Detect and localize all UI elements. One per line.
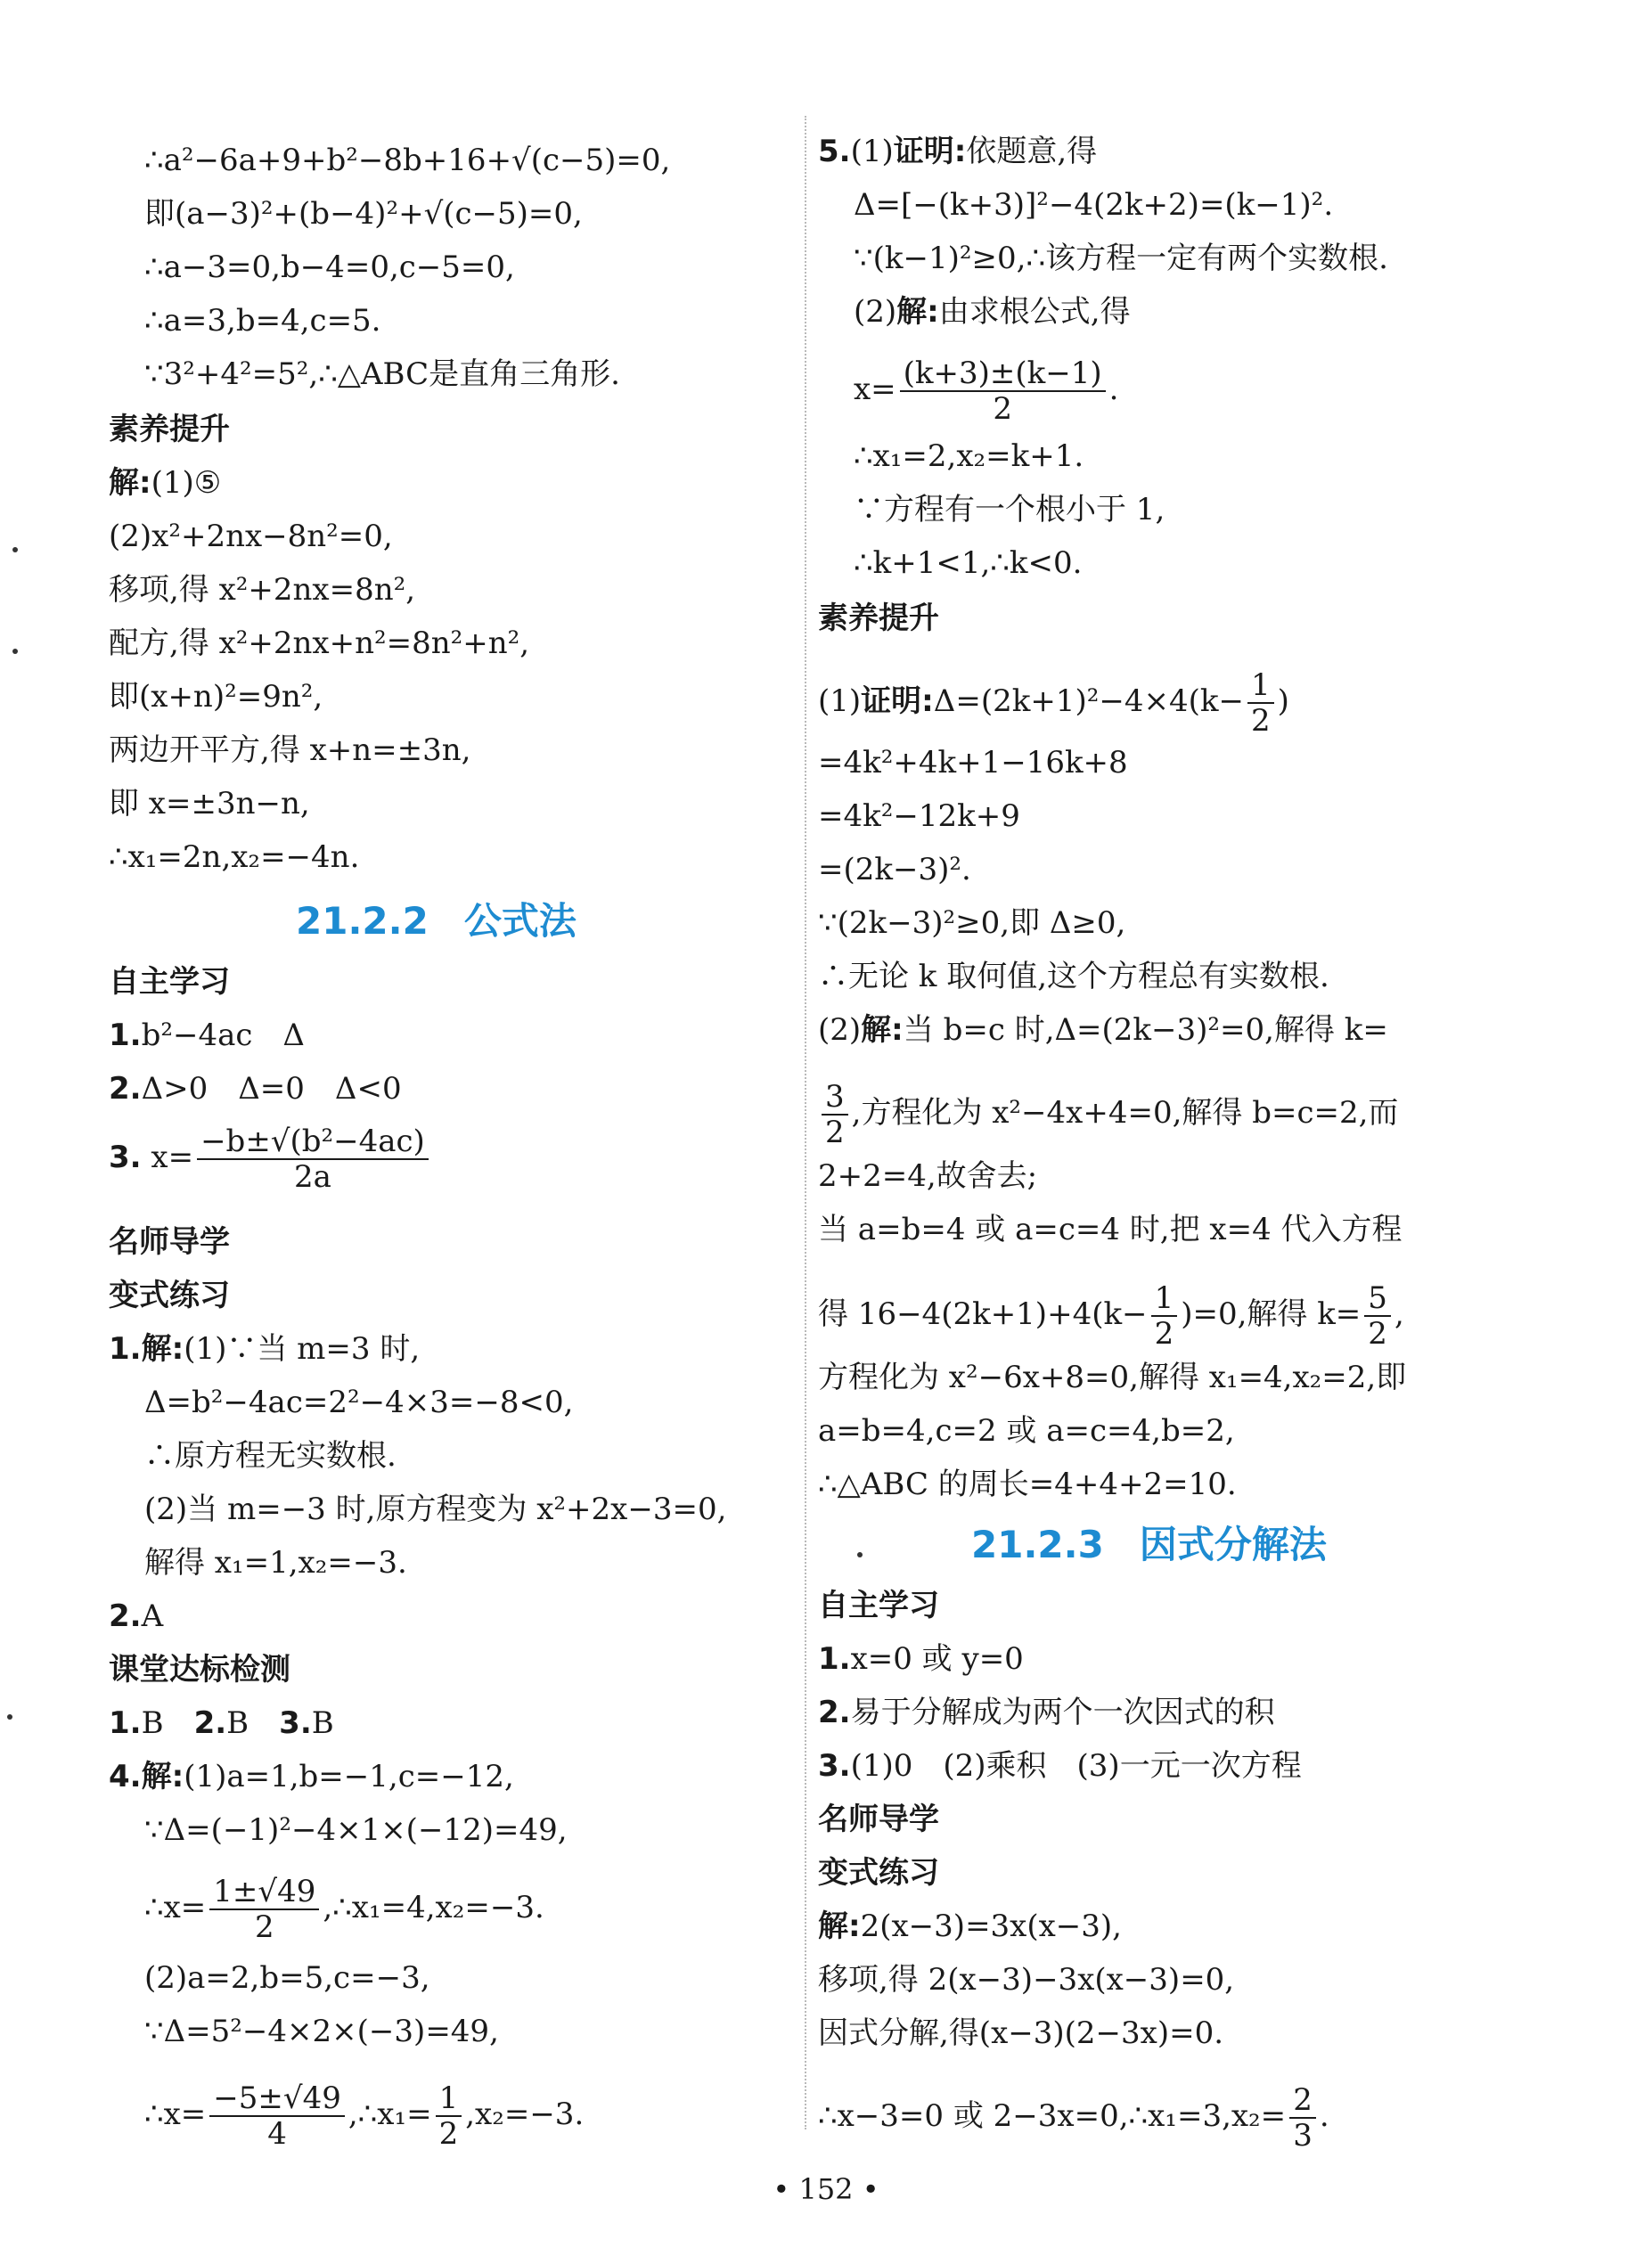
text-line: ∴a−3=0,b−4=0,c−5=0, bbox=[144, 249, 515, 285]
section-number: 21.2.3 bbox=[971, 1523, 1104, 1566]
text: 由求根公式,得 bbox=[938, 294, 1131, 330]
numerator: 1 bbox=[1247, 668, 1274, 704]
text: Δ>0 Δ=0 Δ<0 bbox=[141, 1071, 402, 1107]
text-line bbox=[109, 1597, 163, 1636]
item-number: 1. bbox=[818, 1641, 851, 1677]
text: (2) bbox=[818, 1012, 862, 1048]
text: (1) bbox=[850, 134, 894, 169]
text-line bbox=[109, 1757, 514, 1796]
text-line: 方程化为 x²−6x+8=0,解得 x₁=4,x₂=2,即 bbox=[818, 1360, 1407, 1395]
numerator: −b±√(b²−4ac) bbox=[197, 1124, 429, 1160]
text-line bbox=[818, 1907, 1122, 1946]
text: (2) bbox=[854, 294, 897, 330]
text: 当 b=c 时,Δ=(2k−3)²=0,解得 k= bbox=[903, 1012, 1388, 1048]
text-line: 移项,得 2(x−3)−3x(x−3)=0, bbox=[818, 1962, 1235, 1998]
text-line: ∴x₁=2n,x₂=−4n. bbox=[109, 839, 360, 875]
item-number: 2. bbox=[818, 1695, 851, 1730]
text: . bbox=[1319, 2098, 1329, 2134]
text: (1) bbox=[818, 683, 862, 719]
item-number: 4. bbox=[109, 1759, 142, 1794]
text: x=0 或 y=0 bbox=[850, 1641, 1024, 1677]
label: 证明: bbox=[893, 134, 967, 169]
text-line: =4k²+4k+1−16k+8 bbox=[818, 745, 1128, 781]
text: x= bbox=[854, 372, 896, 407]
text-line: 即 x=±3n−n, bbox=[109, 786, 310, 821]
item-number: 5. bbox=[818, 134, 851, 169]
text: (1)0 (2)乘积 (3)一元一次方程 bbox=[850, 1748, 1302, 1784]
text-line: Δ=b²−4ac=2²−4×3=−8<0, bbox=[144, 1385, 574, 1420]
text-line: (2)当 m=−3 时,原方程变为 x²+2x−3=0, bbox=[144, 1492, 727, 1527]
section-number: 21.2.2 bbox=[296, 899, 429, 943]
denominator: 2 bbox=[438, 2116, 459, 2152]
subsection-heading: 变式练习 bbox=[818, 1855, 939, 1891]
item-number: 1. bbox=[109, 1331, 142, 1367]
formula-line bbox=[818, 1281, 1404, 1351]
section-heading: 素养提升 bbox=[109, 412, 230, 447]
numerator: 1 bbox=[1151, 1281, 1178, 1317]
text-line: 配方,得 x²+2nx+n²=8n²+n², bbox=[109, 625, 530, 661]
formula-line bbox=[144, 2081, 584, 2151]
formula-line bbox=[109, 1124, 432, 1194]
denominator: 2 bbox=[1154, 1316, 1174, 1352]
fraction bbox=[1151, 1281, 1178, 1351]
numerator: 5 bbox=[1364, 1281, 1391, 1317]
denominator: 2a bbox=[293, 1159, 331, 1195]
text: , bbox=[1394, 1296, 1404, 1332]
answer: B bbox=[226, 1705, 280, 1741]
item-number: 2. bbox=[109, 1598, 142, 1634]
formula-line bbox=[818, 668, 1289, 738]
denominator: 2 bbox=[1250, 703, 1271, 739]
text-line: 移项,得 x²+2nx=8n², bbox=[109, 572, 416, 608]
page-number: • 152 • bbox=[773, 2172, 879, 2206]
text: ,∴x₁=4,x₂=−3. bbox=[323, 1890, 544, 1925]
label: 解: bbox=[109, 465, 151, 501]
scan-speck bbox=[857, 1552, 863, 1557]
text: ,x₂=−3. bbox=[465, 2096, 585, 2132]
fraction bbox=[436, 2081, 462, 2151]
text-line: 因式分解,得(x−3)(2−3x)=0. bbox=[818, 2015, 1224, 2051]
text: ∴x= bbox=[144, 2096, 207, 2132]
formula-line bbox=[144, 1875, 544, 1944]
text-line: 即(x+n)²=9n², bbox=[109, 679, 323, 715]
section-heading: 自主学习 bbox=[109, 964, 230, 1000]
formula-line bbox=[854, 356, 1118, 426]
text-line: Δ=[−(k+3)]²−4(2k+2)=(k−1)². bbox=[854, 187, 1334, 223]
text-line bbox=[109, 463, 221, 503]
text-line: 解得 x₁=1,x₂=−3. bbox=[144, 1545, 407, 1581]
text: A bbox=[141, 1598, 164, 1634]
fraction bbox=[1364, 1281, 1391, 1351]
text-line: ∴原方程无实数根. bbox=[144, 1438, 397, 1474]
text: . bbox=[1108, 372, 1119, 407]
text-line bbox=[818, 1010, 1388, 1050]
scan-speck bbox=[7, 1714, 12, 1720]
item-number: 3. bbox=[279, 1705, 312, 1741]
denominator: 2 bbox=[255, 1909, 274, 1945]
numerator: (k+3)±(k−1) bbox=[900, 356, 1106, 392]
numerator: 2 bbox=[1289, 2083, 1316, 2119]
text: 依题意,得 bbox=[966, 134, 1098, 169]
fraction bbox=[197, 1124, 429, 1194]
text-line: ∴△ABC 的周长=4+4+2=10. bbox=[818, 1467, 1237, 1502]
column-divider bbox=[805, 116, 806, 2129]
text-line: 即(a−3)²+(b−4)²+√(c−5)=0, bbox=[144, 196, 583, 232]
text-line: (2)a=2,b=5,c=−3, bbox=[144, 1960, 430, 1996]
text: b²−4ac Δ bbox=[141, 1018, 305, 1053]
subsection-heading: 变式练习 bbox=[109, 1278, 230, 1313]
text: ,方程化为 x²−4x+4=0,解得 b=c=2,而 bbox=[851, 1095, 1399, 1131]
text-line bbox=[109, 1016, 305, 1055]
denominator: 2 bbox=[825, 1115, 845, 1150]
text-line: ∵Δ=(−1)²−4×1×(−12)=49, bbox=[144, 1812, 568, 1848]
text: ∴x−3=0 或 2−3x=0,∴x₁=3,x₂= bbox=[818, 2098, 1287, 2134]
text-line: ∵3²+4²=5²,∴△ABC是直角三角形. bbox=[144, 356, 620, 392]
text-line: ∴a=3,b=4,c=5. bbox=[144, 303, 381, 339]
text-line: ∵方程有一个根小于 1, bbox=[854, 492, 1165, 527]
denominator: 4 bbox=[267, 2116, 287, 2152]
fraction bbox=[209, 2081, 345, 2151]
item-number: 3. bbox=[818, 1748, 851, 1784]
text-line: ∴k+1<1,∴k<0. bbox=[854, 545, 1083, 581]
fraction bbox=[209, 1875, 319, 1944]
item-number: 2. bbox=[193, 1705, 227, 1741]
text: 得 16−4(2k+1)+4(k− bbox=[818, 1296, 1148, 1332]
formula-line bbox=[818, 1080, 1398, 1149]
text-line: ∵Δ=5²−4×2×(−3)=49, bbox=[144, 2014, 499, 2049]
label: 解: bbox=[896, 294, 939, 330]
fraction bbox=[900, 356, 1106, 426]
text-line: 两边开平方,得 x+n=±3n, bbox=[109, 732, 471, 768]
text-line bbox=[818, 1639, 1024, 1679]
numerator: −5±√49 bbox=[209, 2081, 345, 2117]
text-line: 2+2=4,故舍去; bbox=[818, 1158, 1038, 1194]
section-title bbox=[296, 898, 577, 944]
subsection-heading: 课堂达标检测 bbox=[109, 1652, 290, 1688]
text: )=0,解得 k= bbox=[1181, 1296, 1362, 1332]
text-line: ∴无论 k 取何值,这个方程总有实数根. bbox=[818, 959, 1329, 994]
text-line bbox=[818, 1746, 1302, 1786]
answer: B bbox=[141, 1705, 194, 1741]
text-line: ∴a²−6a+9+b²−8b+16+√(c−5)=0, bbox=[144, 143, 671, 178]
text: (1)⑤ bbox=[151, 465, 222, 501]
text-line: ∵(2k−3)²≥0,即 Δ≥0, bbox=[818, 905, 1126, 941]
text-line bbox=[818, 1693, 1275, 1732]
section-heading: 名师导学 bbox=[818, 1802, 939, 1837]
text: (1)∵当 m=3 时, bbox=[184, 1331, 421, 1367]
section-heading: 素养提升 bbox=[818, 601, 939, 636]
item-number: 2. bbox=[109, 1071, 142, 1107]
scan-speck bbox=[12, 649, 18, 654]
text: 易于分解成为两个一次因式的积 bbox=[850, 1695, 1275, 1730]
text-line: ∴x₁=2,x₂=k+1. bbox=[854, 438, 1084, 474]
text-line bbox=[109, 1704, 334, 1743]
text-line: a=b=4,c=2 或 a=c=4,b=2, bbox=[818, 1413, 1235, 1449]
text-line: ∵(k−1)²≥0,∴该方程一定有两个实数根. bbox=[854, 241, 1388, 276]
text: ) bbox=[1277, 683, 1289, 719]
denominator: 2 bbox=[993, 391, 1012, 427]
answer: B bbox=[311, 1705, 334, 1741]
text-line bbox=[109, 1329, 420, 1369]
numerator: 1 bbox=[436, 2081, 462, 2117]
text-line bbox=[109, 1069, 402, 1108]
scan-speck bbox=[12, 547, 18, 552]
section-title bbox=[971, 1522, 1327, 1568]
label: 证明: bbox=[861, 683, 934, 719]
text-line: =(2k−3)². bbox=[818, 852, 971, 887]
fraction bbox=[822, 1080, 848, 1149]
text: x= bbox=[151, 1140, 194, 1175]
numerator: 1±√49 bbox=[209, 1875, 319, 1910]
label: 解: bbox=[141, 1331, 184, 1367]
label: 解: bbox=[818, 1908, 861, 1944]
text-line: 当 a=b=4 或 a=c=4 时,把 x=4 代入方程 bbox=[818, 1212, 1403, 1247]
item-number: 3. bbox=[109, 1140, 142, 1175]
fraction bbox=[1289, 2083, 1316, 2153]
label: 解: bbox=[861, 1012, 904, 1048]
text: (1)a=1,b=−1,c=−12, bbox=[184, 1759, 514, 1794]
section-heading: 自主学习 bbox=[818, 1588, 939, 1623]
text-line: =4k²−12k+9 bbox=[818, 798, 1020, 834]
denominator: 3 bbox=[1293, 2118, 1313, 2154]
text: ∴x= bbox=[144, 1890, 207, 1925]
text: 2(x−3)=3x(x−3), bbox=[860, 1908, 1122, 1944]
text: Δ=(2k+1)²−4×4(k− bbox=[933, 683, 1244, 719]
formula-line bbox=[818, 2083, 1329, 2153]
label: 解: bbox=[141, 1759, 184, 1794]
text-line: (2)x²+2nx−8n²=0, bbox=[109, 519, 393, 554]
text: ,∴x₁= bbox=[348, 2096, 432, 2132]
text-line bbox=[818, 132, 1097, 171]
denominator: 2 bbox=[1368, 1316, 1387, 1352]
item-number: 1. bbox=[109, 1705, 142, 1741]
section-name: 公式法 bbox=[463, 899, 577, 943]
section-name: 因式分解法 bbox=[1139, 1523, 1327, 1566]
text-line bbox=[854, 292, 1131, 331]
item-number: 1. bbox=[109, 1018, 142, 1053]
section-heading: 名师导学 bbox=[109, 1224, 230, 1260]
fraction bbox=[1247, 668, 1274, 738]
numerator: 3 bbox=[822, 1080, 848, 1116]
